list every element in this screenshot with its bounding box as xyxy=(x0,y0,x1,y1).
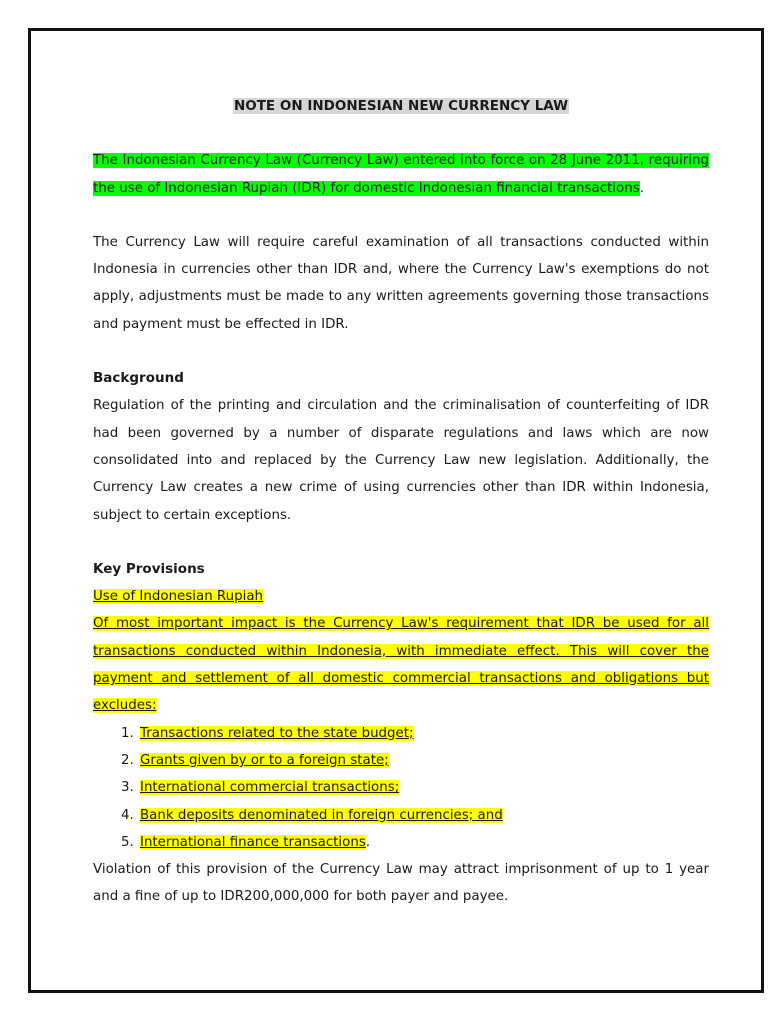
intro-highlighted-text: The Indonesian Currency Law (Currency Law) entered into force on 28 June 2011, requiring the use of Indonesian Rupiah (IDR) for domestic Indonesian financial transactions xyxy=(93,153,709,196)
exclusions-list xyxy=(93,720,709,856)
list-item-tail: . xyxy=(365,834,371,850)
list-item xyxy=(138,774,709,801)
document-page xyxy=(28,28,764,993)
list-item-text: Transactions related to the state budget; xyxy=(140,725,414,741)
examination-paragraph: The Currency Law will require careful examination of all transactions conducted within Indonesia in currencies other than IDR and, where the Currency Law's exemptions do not apply, adjustments must be made to any written agreements governing those transactions and payment must be effected in IDR. xyxy=(93,234,709,332)
list-item xyxy=(138,720,709,747)
intro-tail: . xyxy=(639,180,644,196)
rupiah-paragraph xyxy=(93,610,709,719)
list-item-text: Grants given by or to a foreign state; xyxy=(140,752,389,768)
key-provisions-heading: Key Provisions xyxy=(93,560,205,577)
document-content xyxy=(93,93,709,911)
list-item-text: Bank deposits denominated in foreign currencies; and xyxy=(140,807,503,823)
document-title-text: NOTE ON INDONESIAN NEW CURRENCY LAW xyxy=(233,98,569,114)
list-item-text: International commercial transactions; xyxy=(140,780,400,796)
background-paragraph: Regulation of the printing and circulation and the criminalisation of counterfeiting of IDR had been governed by a number of disparate regulations and laws which are now consolidated into and replaced by the Currency Law new legislation. Additionally, the Currency Law creates a new crime of using currencies other than IDR within Indonesia, subject to certain exceptions. xyxy=(93,398,709,523)
list-item-text: International finance transactions xyxy=(140,834,366,850)
list-item xyxy=(138,802,709,829)
rupiah-subheading-line xyxy=(93,583,709,610)
violation-paragraph: Violation of this provision of the Currency Law may attract imprisonment of up to 1 year and a fine of up to IDR200,000,000 for both payer and payee. xyxy=(93,862,709,905)
background-heading: Background xyxy=(93,370,184,387)
list-item xyxy=(138,747,709,774)
list-item xyxy=(138,829,709,856)
rupiah-paragraph-text: Of most important impact is the Currency Law's requirement that IDR be used for all transactions conducted within Indonesia, with immediate effect. This will cover the payment and settlement of all domestic commercial transactions and obligations but excludes: xyxy=(93,616,709,714)
rupiah-subheading: Use of Indonesian Rupiah xyxy=(93,589,264,605)
intro-paragraph xyxy=(93,147,709,202)
document-title xyxy=(93,93,709,120)
